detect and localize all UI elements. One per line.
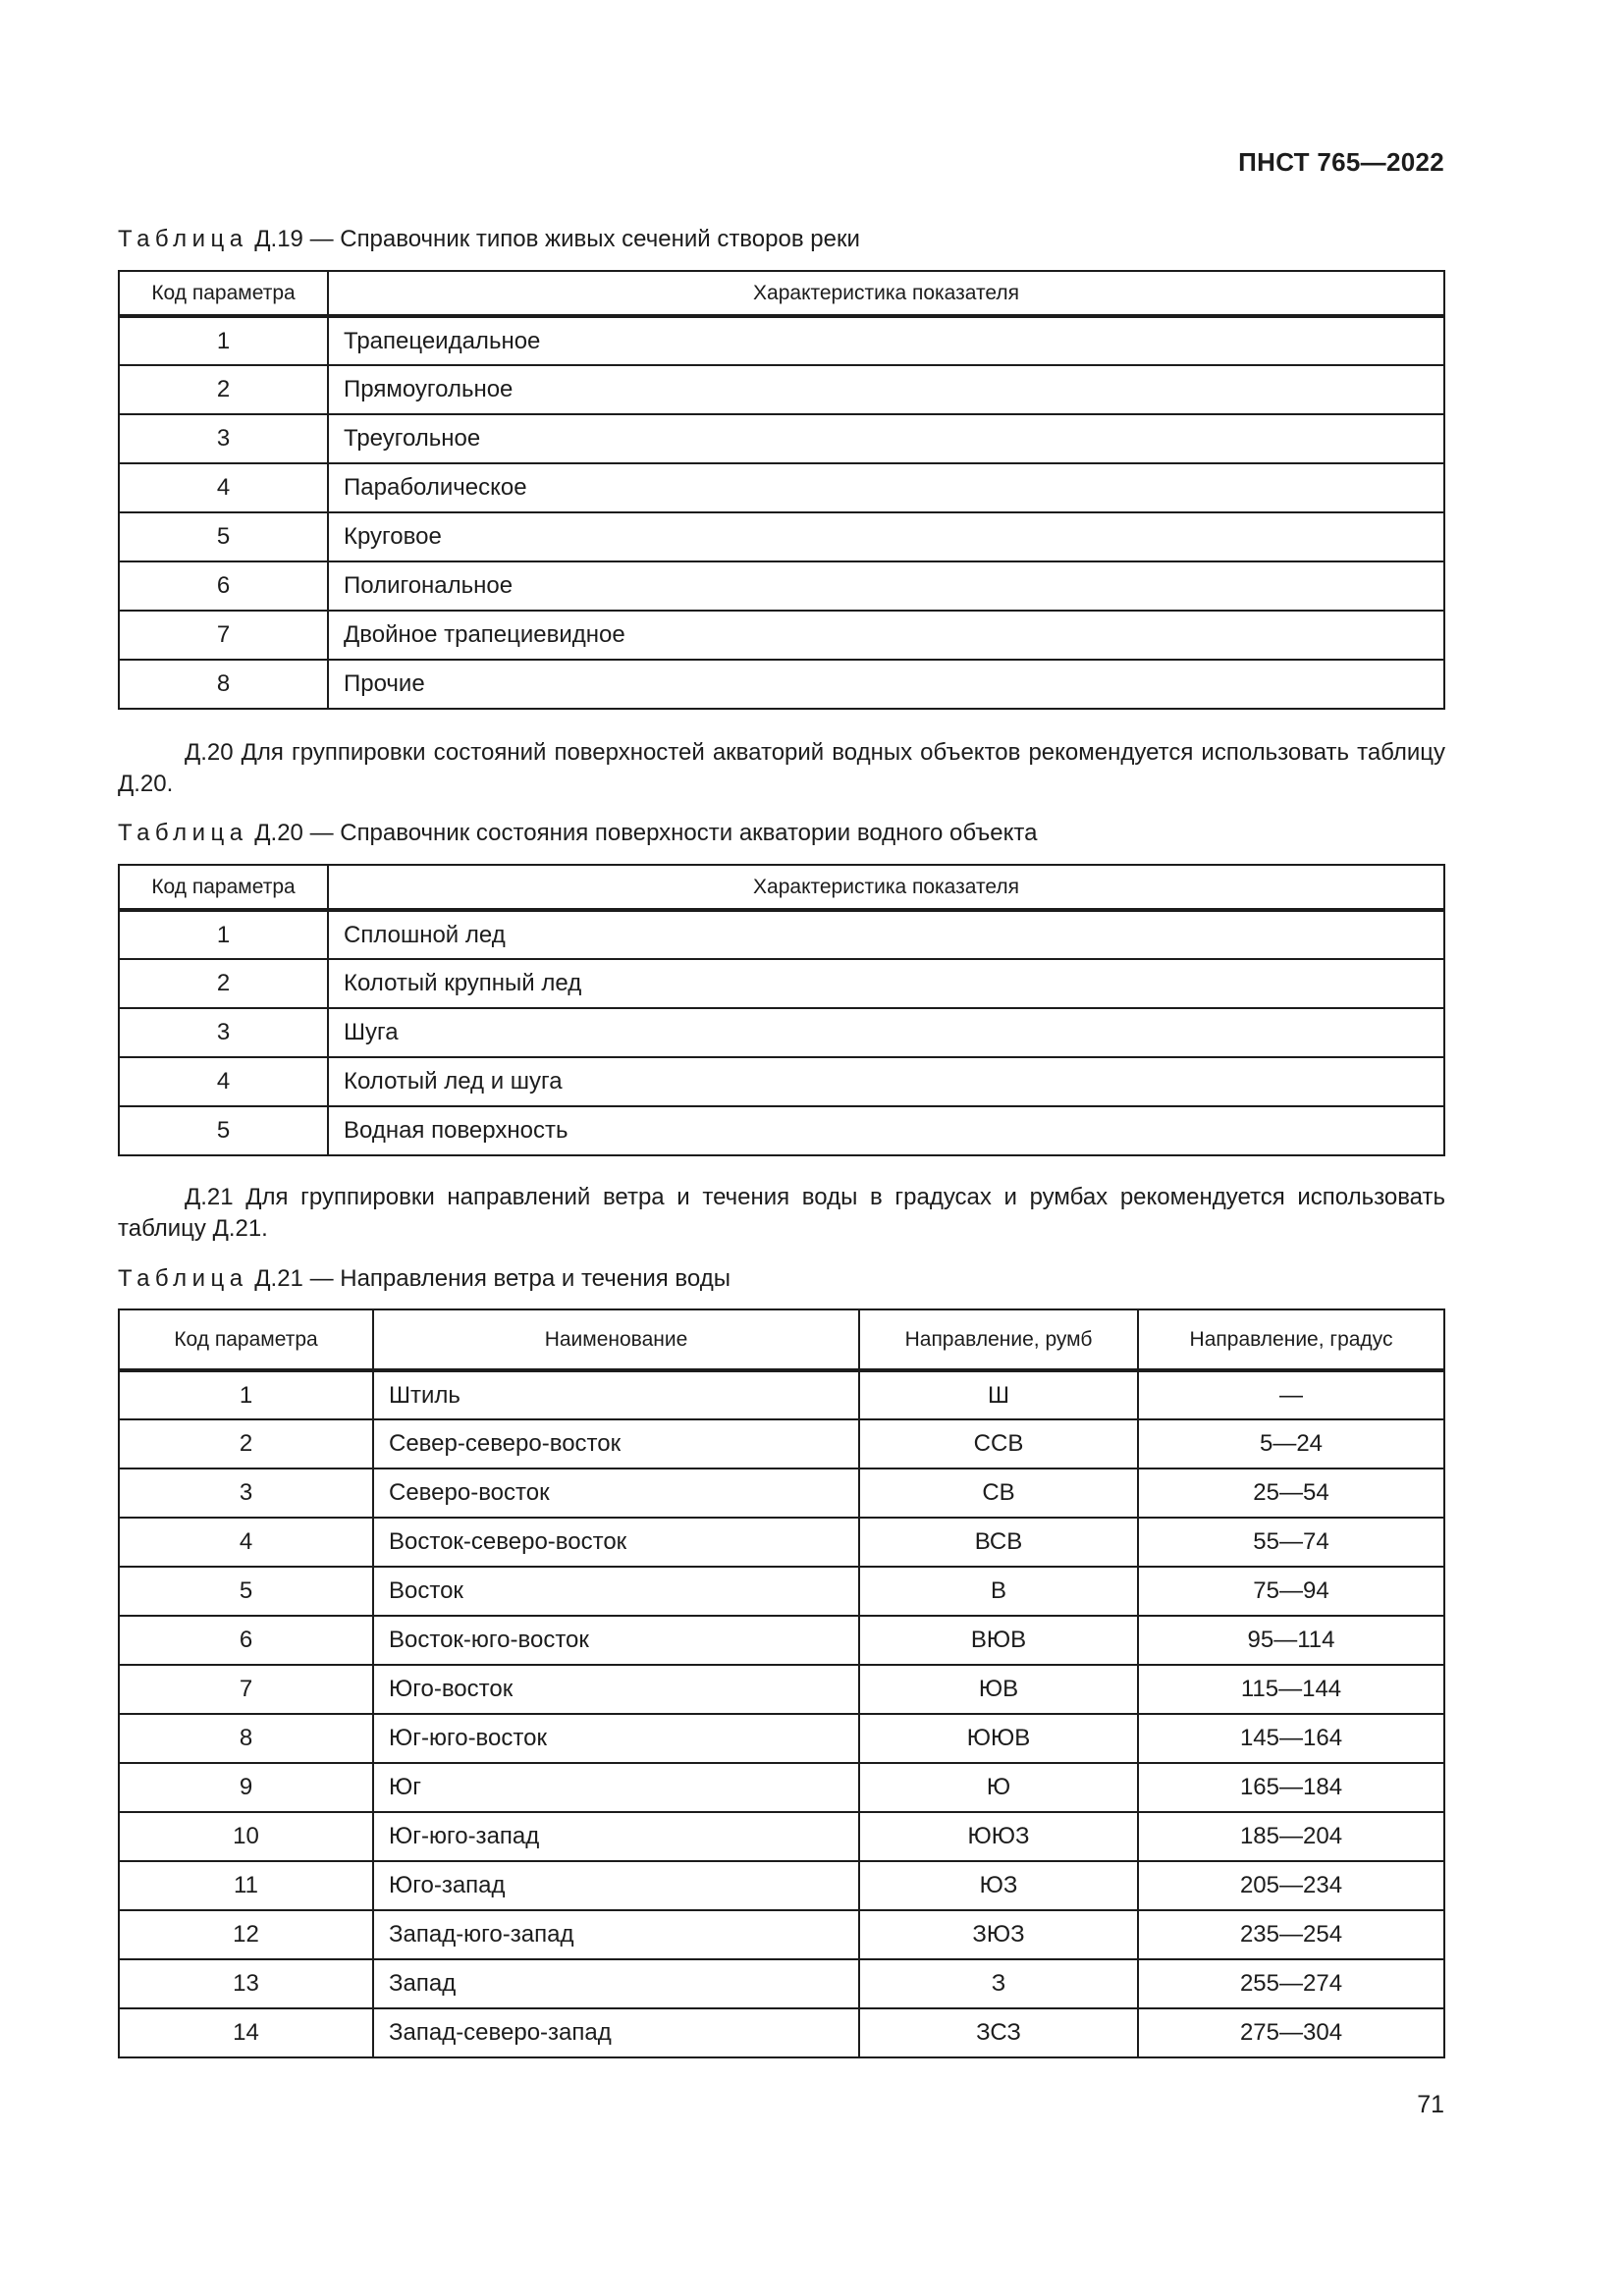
code-cell: 2 (119, 959, 328, 1008)
rhumb-cell: ЮЗ (859, 1861, 1138, 1910)
table-row (119, 1567, 1444, 1616)
name-cell: Юго-запад (373, 1861, 859, 1910)
code-cell: 3 (119, 1468, 373, 1518)
paragraph-d20: Д.20 Для группировки состояний поверхностей акваторий водных объектов рекомендуется использовать таблицу Д.20. (118, 739, 1445, 797)
code-cell: 4 (119, 1518, 373, 1567)
table-20-header-code: Код параметра (119, 865, 328, 910)
table-row (119, 910, 1444, 959)
table-20-caption-text: Д.20 — Справочник состояния поверхности акватории водного объекта (247, 820, 1038, 846)
table-row (119, 1616, 1444, 1665)
table-row (119, 561, 1444, 611)
rhumb-cell: З (859, 1959, 1138, 2008)
degree-cell: 115—144 (1138, 1665, 1444, 1714)
degree-cell: 75—94 (1138, 1567, 1444, 1616)
rhumb-cell: ЮВ (859, 1665, 1138, 1714)
name-cell: Штиль (373, 1370, 859, 1419)
code-cell: 3 (119, 414, 328, 463)
table-19-caption-word: Таблица (118, 226, 248, 252)
characteristic-cell: Полигональное (328, 561, 1444, 611)
table-19-header-row (119, 271, 1444, 316)
table-row (119, 660, 1444, 709)
table-row (119, 1861, 1444, 1910)
table-row (119, 1106, 1444, 1155)
degree-cell: 145—164 (1138, 1714, 1444, 1763)
name-cell: Восток-северо-восток (373, 1518, 859, 1567)
table-19-header-code: Код параметра (119, 271, 328, 316)
table-21-caption (118, 1265, 731, 1293)
table-row (119, 1518, 1444, 1567)
rhumb-cell: ЮЮВ (859, 1714, 1138, 1763)
code-cell: 4 (119, 1057, 328, 1106)
characteristic-cell: Прочие (328, 660, 1444, 709)
degree-cell: 235—254 (1138, 1910, 1444, 1959)
characteristic-cell: Круговое (328, 512, 1444, 561)
code-cell: 12 (119, 1910, 373, 1959)
rhumb-cell: ЗЮЗ (859, 1910, 1138, 1959)
table-21-caption-word: Таблица (118, 1265, 248, 1292)
code-cell: 1 (119, 1370, 373, 1419)
rhumb-cell: ВСВ (859, 1518, 1138, 1567)
name-cell: Юг (373, 1763, 859, 1812)
code-cell: 7 (119, 611, 328, 660)
table-row (119, 1665, 1444, 1714)
table-19-body (119, 316, 1444, 709)
code-cell: 2 (119, 1419, 373, 1468)
degree-cell: 95—114 (1138, 1616, 1444, 1665)
table-19-caption (118, 226, 860, 253)
code-cell: 5 (119, 1106, 328, 1155)
table-21-header-degree: Направление, градус (1138, 1309, 1444, 1370)
rhumb-cell: ЗСЗ (859, 2008, 1138, 2057)
table-row (119, 2008, 1444, 2057)
table-19-header-characteristic: Характеристика показателя (328, 271, 1444, 316)
characteristic-cell: Параболическое (328, 463, 1444, 512)
degree-cell: 25—54 (1138, 1468, 1444, 1518)
name-cell: Запад-северо-запад (373, 2008, 859, 2057)
table-21 (118, 1308, 1445, 2058)
table-20-caption (118, 820, 1038, 847)
code-cell: 9 (119, 1763, 373, 1812)
table-row (119, 365, 1444, 414)
code-cell: 14 (119, 2008, 373, 2057)
degree-cell: 275—304 (1138, 2008, 1444, 2057)
characteristic-cell: Сплошной лед (328, 910, 1444, 959)
table-row (119, 1057, 1444, 1106)
code-cell: 8 (119, 660, 328, 709)
characteristic-cell: Колотый крупный лед (328, 959, 1444, 1008)
code-cell: 6 (119, 1616, 373, 1665)
table-row (119, 959, 1444, 1008)
code-cell: 5 (119, 512, 328, 561)
table-row (119, 512, 1444, 561)
code-cell: 4 (119, 463, 328, 512)
table-row (119, 316, 1444, 365)
characteristic-cell: Колотый лед и шуга (328, 1057, 1444, 1106)
table-row (119, 1468, 1444, 1518)
rhumb-cell: Ю (859, 1763, 1138, 1812)
table-row (119, 414, 1444, 463)
table-row (119, 611, 1444, 660)
degree-cell: 5—24 (1138, 1419, 1444, 1468)
code-cell: 1 (119, 910, 328, 959)
name-cell: Юг-юго-запад (373, 1812, 859, 1861)
code-cell: 13 (119, 1959, 373, 2008)
name-cell: Север-северо-восток (373, 1419, 859, 1468)
table-row (119, 1763, 1444, 1812)
code-cell: 2 (119, 365, 328, 414)
table-21-header-rhumb: Направление, румб (859, 1309, 1138, 1370)
name-cell: Запад-юго-запад (373, 1910, 859, 1959)
page-number: 71 (1417, 2091, 1444, 2118)
rhumb-cell: ВЮВ (859, 1616, 1138, 1665)
table-row (119, 1812, 1444, 1861)
table-20-header-characteristic: Характеристика показателя (328, 865, 1444, 910)
table-19 (118, 270, 1445, 710)
table-21-caption-text: Д.21 — Направления ветра и течения воды (247, 1265, 731, 1292)
table-21-header-code: Код параметра (119, 1309, 373, 1370)
table-row (119, 1910, 1444, 1959)
paragraph-d21: Д.21 Для группировки направлений ветра и течения воды в градусах и румбах рекомендуется использовать таблицу Д.21. (118, 1184, 1445, 1242)
table-20-caption-word: Таблица (118, 820, 248, 846)
degree-cell: 205—234 (1138, 1861, 1444, 1910)
table-row (119, 1714, 1444, 1763)
characteristic-cell: Водная поверхность (328, 1106, 1444, 1155)
code-cell: 6 (119, 561, 328, 611)
characteristic-cell: Треугольное (328, 414, 1444, 463)
degree-cell: 55—74 (1138, 1518, 1444, 1567)
table-20-header-row (119, 865, 1444, 910)
table-19-caption-text: Д.19 — Справочник типов живых сечений створов реки (247, 226, 860, 252)
name-cell: Юг-юго-восток (373, 1714, 859, 1763)
characteristic-cell: Трапецеидальное (328, 316, 1444, 365)
code-cell: 3 (119, 1008, 328, 1057)
code-cell: 5 (119, 1567, 373, 1616)
table-row (119, 1370, 1444, 1419)
table-21-header-row (119, 1309, 1444, 1370)
name-cell: Северо-восток (373, 1468, 859, 1518)
table-20-body (119, 910, 1444, 1155)
name-cell: Восток (373, 1567, 859, 1616)
rhumb-cell: В (859, 1567, 1138, 1616)
table-row (119, 1959, 1444, 2008)
degree-cell: — (1138, 1370, 1444, 1419)
code-cell: 7 (119, 1665, 373, 1714)
degree-cell: 185—204 (1138, 1812, 1444, 1861)
rhumb-cell: Ш (859, 1370, 1138, 1419)
name-cell: Запад (373, 1959, 859, 2008)
rhumb-cell: ССВ (859, 1419, 1138, 1468)
degree-cell: 255—274 (1138, 1959, 1444, 2008)
rhumb-cell: СВ (859, 1468, 1138, 1518)
characteristic-cell: Шуга (328, 1008, 1444, 1057)
table-21-body (119, 1370, 1444, 2057)
table-20 (118, 864, 1445, 1156)
document-code: ПНСТ 765—2022 (1238, 147, 1444, 177)
characteristic-cell: Двойное трапециевидное (328, 611, 1444, 660)
table-row (119, 463, 1444, 512)
code-cell: 11 (119, 1861, 373, 1910)
table-21-header-name: Наименование (373, 1309, 859, 1370)
characteristic-cell: Прямоугольное (328, 365, 1444, 414)
table-row (119, 1008, 1444, 1057)
name-cell: Юго-восток (373, 1665, 859, 1714)
code-cell: 10 (119, 1812, 373, 1861)
rhumb-cell: ЮЮЗ (859, 1812, 1138, 1861)
code-cell: 8 (119, 1714, 373, 1763)
name-cell: Восток-юго-восток (373, 1616, 859, 1665)
code-cell: 1 (119, 316, 328, 365)
table-row (119, 1419, 1444, 1468)
degree-cell: 165—184 (1138, 1763, 1444, 1812)
